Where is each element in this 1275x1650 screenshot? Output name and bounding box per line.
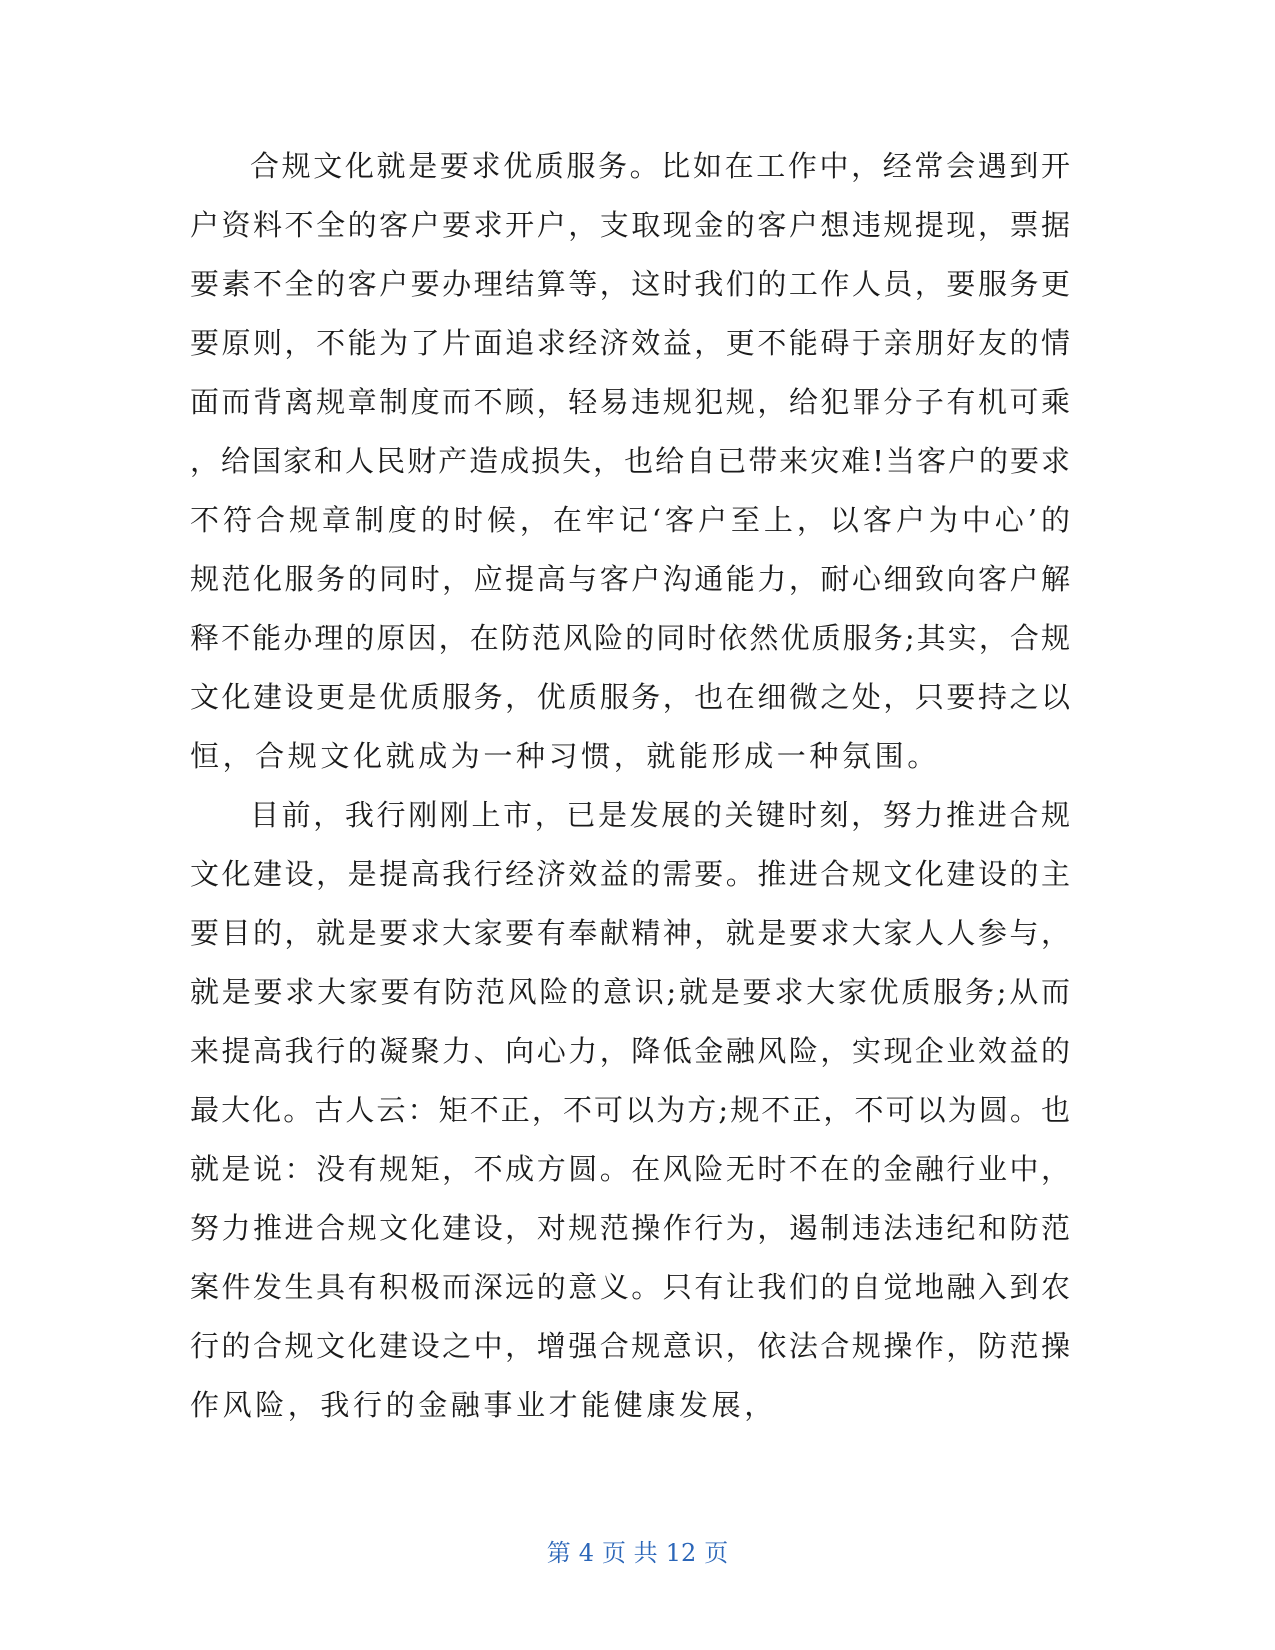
paragraph-line: 就是要求大家要有防范风险的意识;就是要求大家优质服务;从而 — [190, 975, 1070, 1009]
paragraph-line: 努力推进合规文化建设，对规范操作行为，遏制违法违纪和防范 — [190, 1211, 1070, 1245]
paragraph-line: 户资料不全的客户要求开户，支取现金的客户想违规提现，票据 — [190, 208, 1070, 242]
paragraph-line: 最大化。古人云：矩不正，不可以为方;规不正，不可以为圆。也 — [190, 1093, 1070, 1127]
document-body — [190, 137, 1070, 1435]
page-footer — [0, 1538, 1275, 1568]
paragraph-line: 案件发生具有积极而深远的意义。只有让我们的自觉地融入到农 — [190, 1270, 1070, 1304]
paragraph-line: 合规文化就是要求优质服务。比如在工作中，经常会遇到开 — [250, 149, 1070, 183]
paragraph-line: 释不能办理的原因，在防范风险的同时依然优质服务;其实，合规 — [190, 621, 1070, 655]
footer-prefix: 第 — [546, 1539, 571, 1567]
paragraph-line: 要素不全的客户要办理结算等，这时我们的工作人员，要服务更 — [190, 267, 1070, 301]
paragraph-line: 恒，合规文化就成为一种习惯，就能形成一种氛围。 — [190, 739, 940, 773]
footer-current-page: 4 — [578, 1539, 595, 1567]
footer-total-pages: 12 — [665, 1539, 697, 1567]
paragraph-1 — [190, 137, 1070, 786]
paragraph-2 — [190, 786, 1070, 1435]
footer-suffix: 页 — [704, 1539, 729, 1567]
paragraph-line: 要原则，不能为了片面追求经济效益，更不能碍于亲朋好友的情 — [190, 326, 1070, 360]
paragraph-line: 要目的，就是要求大家要有奉献精神，就是要求大家人人参与， — [190, 916, 1070, 950]
paragraph-line: 目前，我行刚刚上市，已是发展的关键时刻，努力推进合规 — [250, 798, 1070, 832]
paragraph-line: 面而背离规章制度而不顾，轻易违规犯规，给犯罪分子有机可乘 — [190, 385, 1070, 419]
paragraph-line: 就是说：没有规矩，不成方圆。在风险无时不在的金融行业中， — [190, 1152, 1070, 1186]
paragraph-line: 规范化服务的同时，应提高与客户沟通能力，耐心细致向客户解 — [190, 562, 1070, 596]
paragraph-line: ，给国家和人民财产造成损失，也给自已带来灾难!当客户的要求 — [190, 444, 1070, 478]
paragraph-line: 文化建设，是提高我行经济效益的需要。推进合规文化建设的主 — [190, 857, 1070, 891]
paragraph-line: 行的合规文化建设之中，增强合规意识，依法合规操作，防范操 — [190, 1329, 1070, 1363]
paragraph-line: 来提高我行的凝聚力、向心力，降低金融风险，实现企业效益的 — [190, 1034, 1070, 1068]
footer-middle: 页 共 — [602, 1539, 658, 1567]
paragraph-line: 作风险，我行的金融事业才能健康发展， — [190, 1388, 777, 1422]
paragraph-line: 不符合规章制度的时候，在牢记‘客户至上，以客户为中心’的 — [190, 503, 1070, 537]
paragraph-line: 文化建设更是优质服务，优质服务，也在细微之处，只要持之以 — [190, 680, 1070, 714]
